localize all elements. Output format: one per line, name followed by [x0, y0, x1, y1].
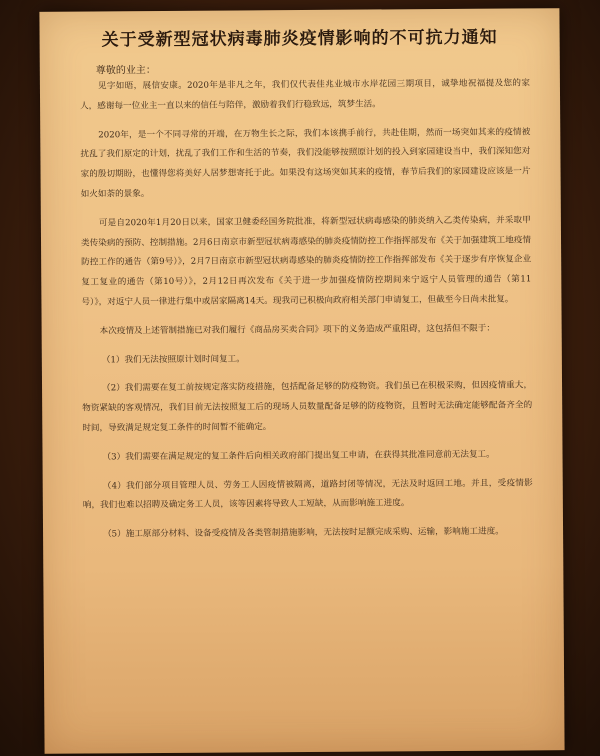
list-item: （2）我们需要在复工前按规定落实防疫措施，包括配备足够的防疫物资。我们虽已在积极采购，但因疫情重大，物资紧缺的客观情况，我们目前无法按照复工后的现场人员数量配备足够的防疫物资，且暂时无法确定能够配备齐全的时间，导致满足规定复工条件的时间暂不能确定。 [82, 380, 533, 434]
paragraph: 本次疫情及上述管制措施已对我们履行《商品房买卖合同》项下的义务造成严重阻碍，这包括但不限于： [99, 323, 496, 337]
notice-title: 关于受新型冠状病毒肺炎疫情影响的不可抗力通知 [101, 27, 498, 51]
list-item: （4）我们部分项目管理人员、劳务工人因疫情被隔离，道路封闭等情况，无法及时返回工地。并且，受疫情影响，我们也难以招聘及确定务工人员，该等因素将导致人工短缺，从而影响施工进度。 [82, 477, 533, 511]
paragraph: 2020年，是一个不同寻常的开端，在万物生长之际，我们本该携手前行，共赴佳期，然而一场突如其来的疫情被扰乱了我们原定的计划，扰乱了我们工作和生活的节奏，我们没能够按照原计划的投入到家园建设当中，我们深知您对家的殷切期盼，也懂得您将美好人居梦想寄托于此。如果没有这场突如其来的疫情，春节后我们的家园建设应该是一片如火如荼的景象。 [80, 126, 531, 200]
notice-body [80, 74, 533, 554]
notice-paper [39, 8, 564, 754]
list-item: （1）我们无法按照原计划时间复工。 [101, 353, 245, 365]
paragraph: 可是自2020年1月20日以来，国家卫健委经国务院批准，将新型冠状病毒感染的肺炎纳入乙类传染病，并采取甲类传染病的预防、控制措施。2月6日南京市新型冠状病毒感染的肺炎疫情防控工作指挥部发布《关于加强建筑工地疫情防控工作的通告（第9号）》，2月7日南京市新型冠状病毒感染的肺炎疫情防控工作指挥部发布《关于逐步有序恢复企业复工复业的通告（第10号）》，2月12日再次发布《关于进一步加强疫情防控期间来宁返宁人员管理的通告（第11号）》，对返宁人员一律进行集中或居家隔离14天。现我司已积极向政府相关部门申请复工，但截至今日尚未批复。 [80, 215, 532, 308]
paragraph: 见字如晤，展信安康。2020年是非凡之年，我们仅代表佳兆业城市水岸花园三期项目，诚挚地祝福提及您的家人，感谢每一位业主一直以来的信任与陪伴，激励着我们行稳致远，筑梦生活。 [80, 78, 530, 112]
list-item: （5）施工原部分材料、设备受疫情及各类管制措施影响，无法按时足额完成采购、运输，影响施工进度。 [103, 526, 504, 540]
list-item: （3）我们需要在满足规定的复工条件后向相关政府部门提出复工申请，在获得其批准同意前无法复工。 [102, 449, 495, 463]
salutation: 尊敬的业主： [95, 65, 156, 77]
